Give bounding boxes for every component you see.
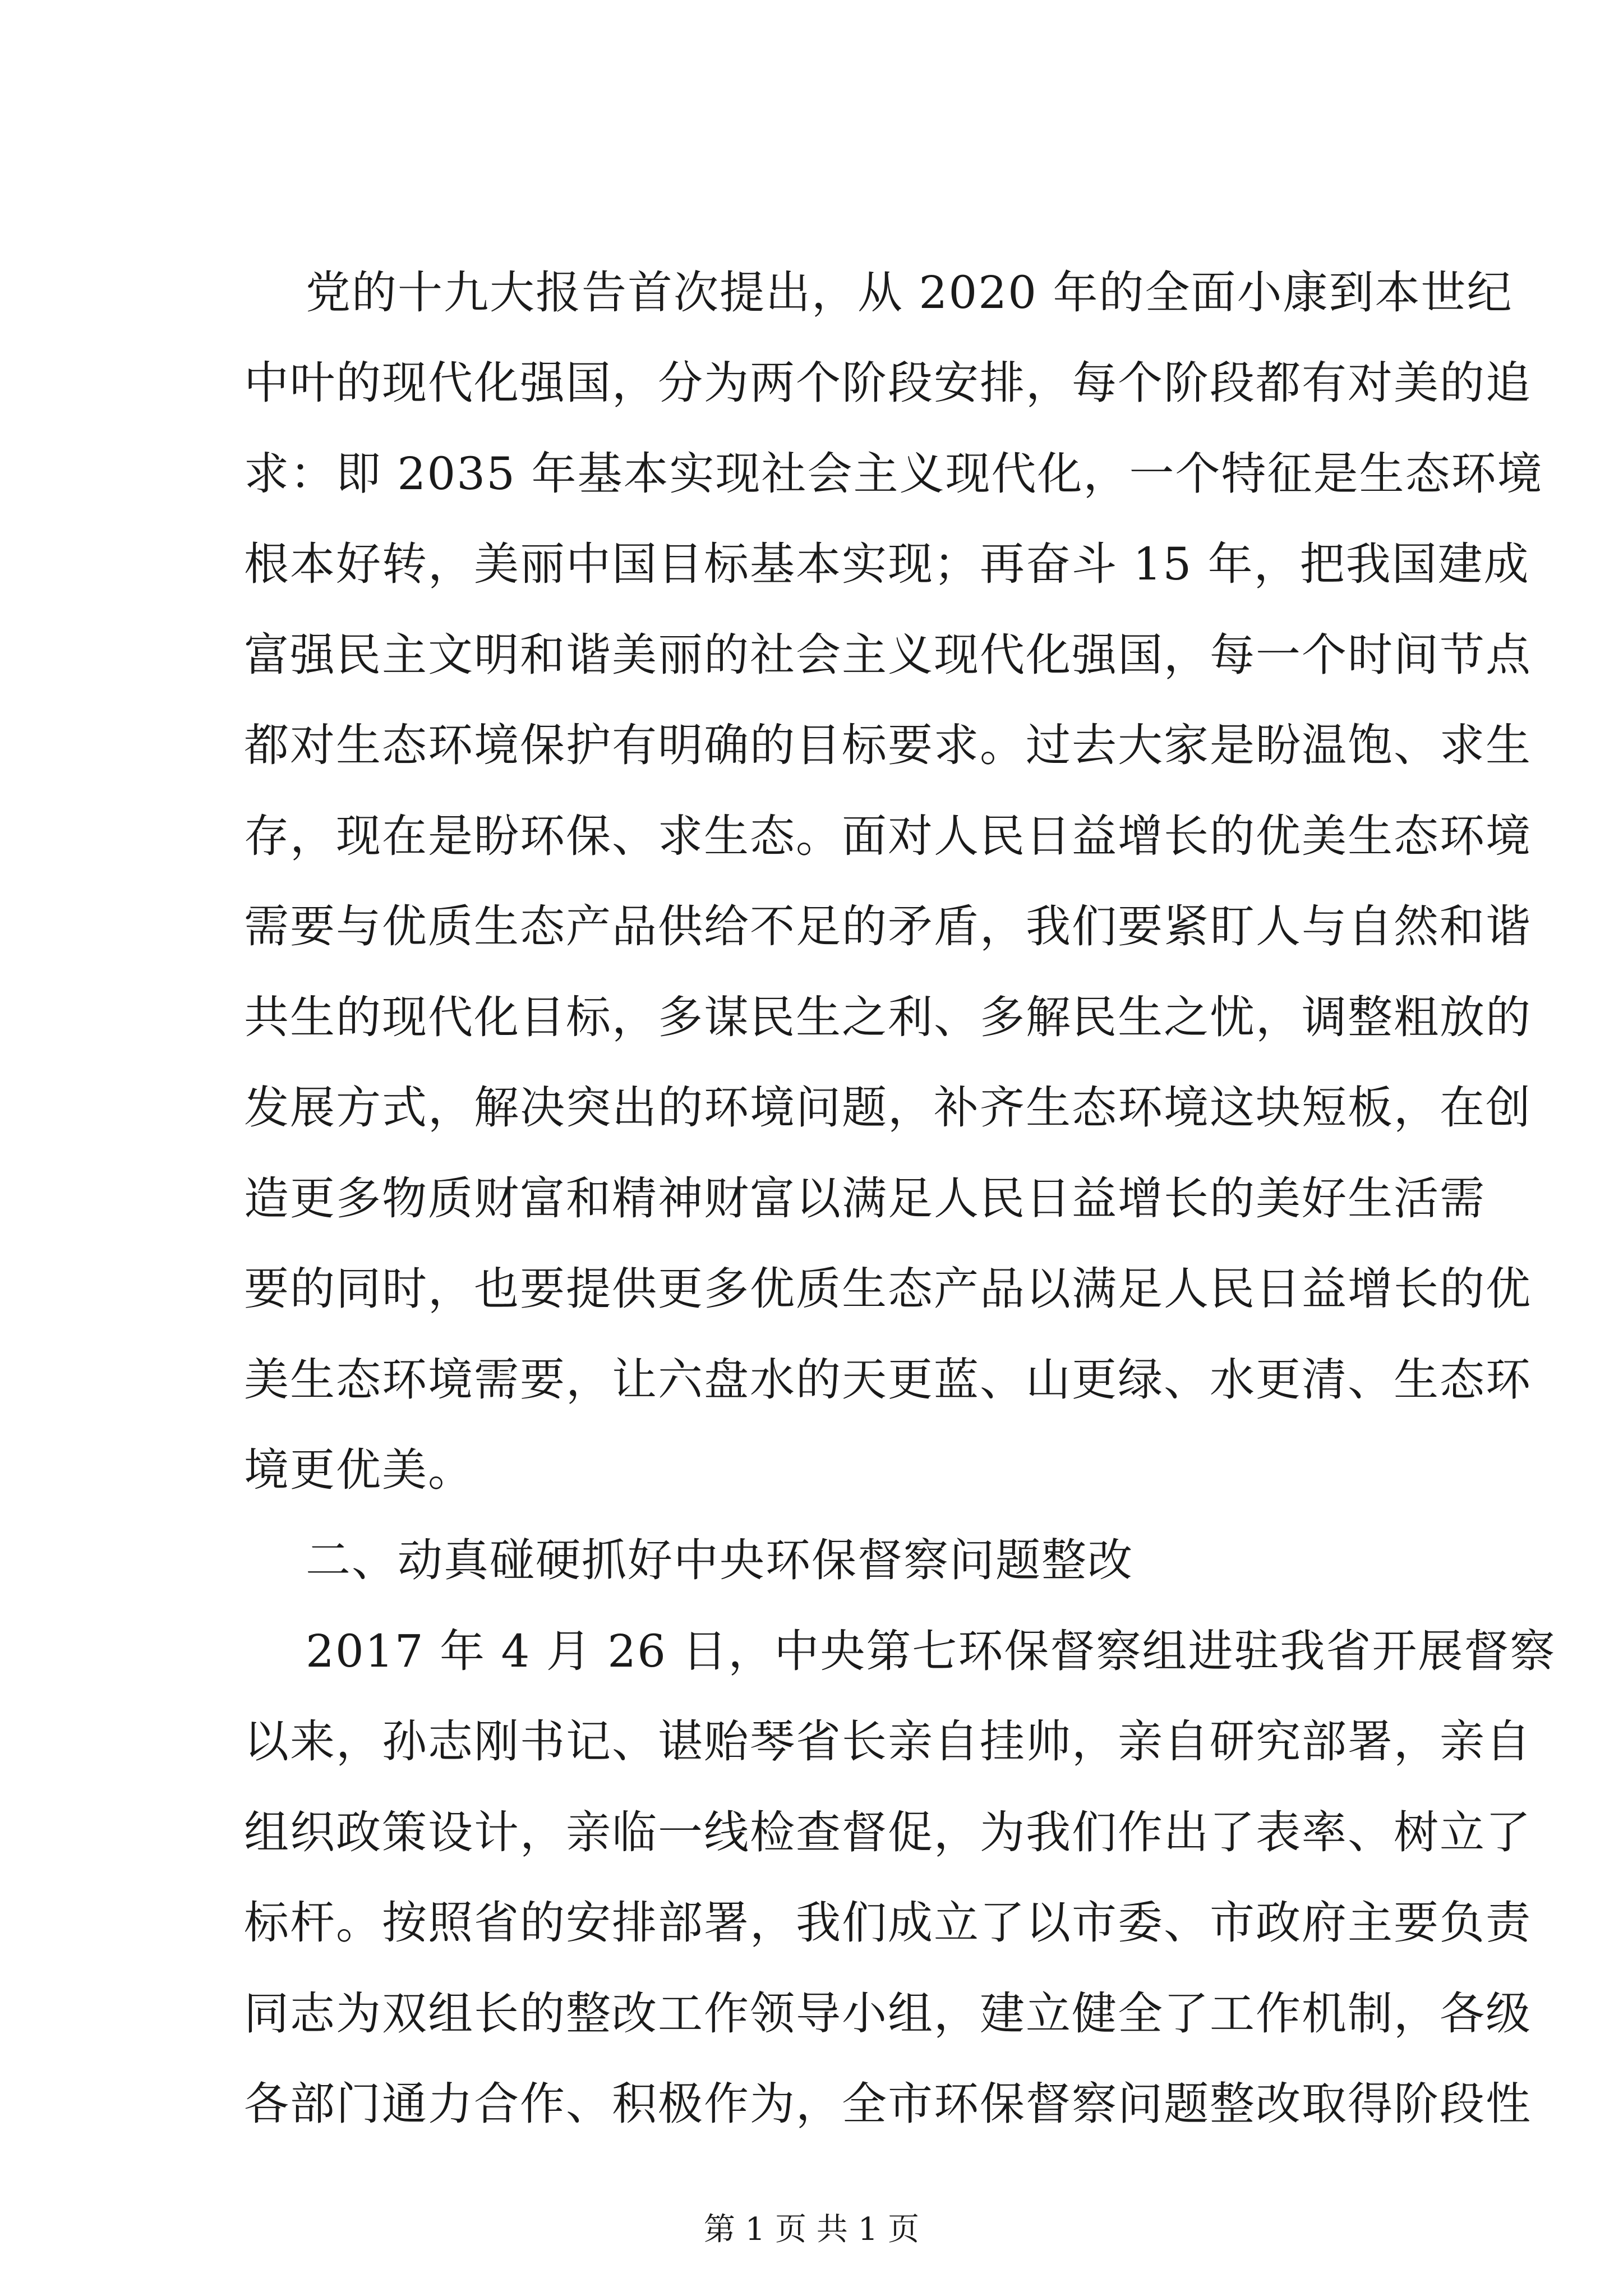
paragraph-2-line-1: 2017 年 4 月 26 日，中央第七环保督察组进驻我省开展督察 (306, 1625, 1556, 1677)
paragraph-1-line-14: 境更优美。 (244, 1444, 474, 1496)
paragraph-1-line-3: 求：即 2035 年基本实现社会主义现代化，一个特征是生态环境 (244, 448, 1543, 500)
paragraph-1-line-8: 需要与优质生态产品供给不足的矛盾，我们要紧盯人与自然和谐 (244, 900, 1532, 953)
paragraph-1-line-6: 都对生态环境保护有明确的目标要求。过去大家是盼温饱、求生 (244, 719, 1532, 771)
paragraph-1-line-2: 中叶的现代化强国，分为两个阶段安排，每个阶段都有对美的追 (244, 357, 1532, 409)
paragraph-1-line-12: 要的同时，也要提供更多优质生态产品以满足人民日益增长的优 (244, 1263, 1532, 1315)
paragraph-1-line-4: 根本好转，美丽中国目标基本实现；再奋斗 15 年，把我国建成 (244, 538, 1530, 590)
paragraph-1-line-7: 存，现在是盼环保、求生态。面对人民日益增长的优美生态环境 (244, 810, 1532, 862)
paragraph-2-line-4: 标杆。按照省的安排部署，我们成立了以市委、市政府主要负责 (244, 1897, 1532, 1949)
paragraph-1-line-13: 美生态环境需要，让六盘水的天更蓝、山更绿、水更清、生态环 (244, 1354, 1532, 1406)
paragraph-2-line-6: 各部门通力合作、积极作为，全市环保督察问题整改取得阶段性 (244, 2078, 1532, 2130)
page-number-footer: 第 1 页 共 1 页 (703, 2211, 920, 2248)
paragraph-2-line-3: 组织政策设计，亲临一线检查督促，为我们作出了表率、树立了 (244, 1806, 1532, 1858)
paragraph-1-line-10: 发展方式，解决突出的环境问题，补齐生态环境这块短板，在创 (244, 1082, 1532, 1134)
paragraph-1-line-5: 富强民主文明和谐美丽的社会主义现代化强国，每一个时间节点 (244, 629, 1532, 681)
paragraph-1-line-1: 党的十九大报告首次提出，从 2020 年的全面小康到本世纪 (306, 266, 1513, 319)
paragraph-1-line-9: 共生的现代化目标，多谋民生之利、多解民生之忧，调整粗放的 (244, 991, 1532, 1043)
paragraph-1-line-11: 造更多物质财富和精神财富以满足人民日益增长的美好生活需 (244, 1172, 1486, 1225)
section-heading: 二、动真碰硬抓好中央环保督察问题整改 (306, 1534, 1133, 1586)
paragraph-2-line-2: 以来，孙志刚书记、谌贻琴省长亲自挂帅，亲自研究部署，亲自 (244, 1715, 1532, 1768)
paragraph-2-line-5: 同志为双组长的整改工作领导小组，建立健全了工作机制，各级 (244, 1987, 1532, 2040)
